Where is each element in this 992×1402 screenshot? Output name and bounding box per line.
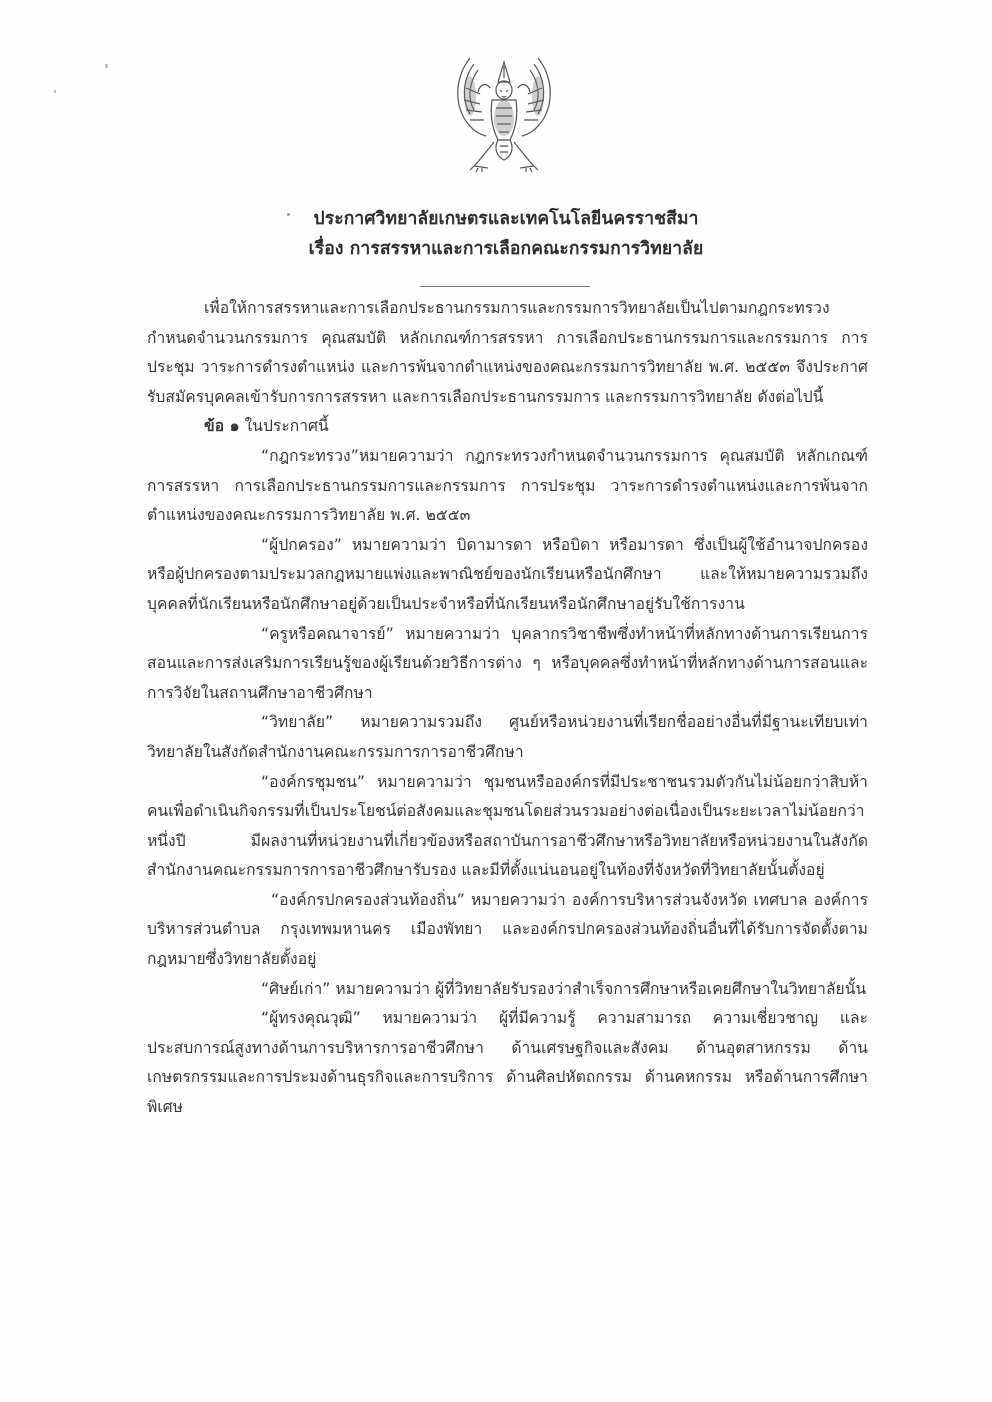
definition-alumni <box>147 975 868 1005</box>
clause-1-text: ในประกาศนี้ <box>239 417 329 436</box>
preamble-paragraph: เพื่อให้การสรรหาและการเลือกประธานกรรมการและกรรมการวิทยาลัยเป็นไปตามกฎกระทรวงกำหนดจำนวนกรรมการ คุณสมบัติ หลักเกณฑ์การสรรหา การเลือกประธานกรรมการและกรรมการ การประชุม วาระการดำรงตำแหน่ง และการพ้นจากตำแหน่งของคณะกรรมการวิทยาลัย พ.ศ. ๒๕๕๓ จึงประกาศรับสมัครบุคคลเข้ารับการการสรรหา และการเลือกประธานกรรมการ และกรรมการวิทยาลัย ดังต่อไปนี้ <box>147 299 868 406</box>
definition-term: “องค์กรปกครองส่วนท้องถิ่น” <box>271 890 465 909</box>
scan-speck <box>105 64 108 68</box>
document-body <box>147 294 868 1123</box>
definition-text: หมายความว่า ชุมชนหรือองค์กรที่มีประชาชนรวมตัวกันไม่น้อยกว่าสิบห้าคนเพื่อดำเนินกิจกรรมที่เป็นประโยชน์ต่อสังคมและชุมชนโดยส่วนรวมอย่างต่อเนื่องเป็นระยะเวลาไม่น้อยกว่าหนึ่งปี มีผลงานที่หน่วยงานที่เกี่ยวข้องหรือสถาบันการอาชีวศึกษาหรือวิทยาลัยหรือหน่วยงานในสังกัดสำนักงานคณะกรรมการการอาชีวศึกษารับรอง และมีที่ตั้งแน่นอนอยู่ในท้องที่จังหวัดที่วิทยาลัยนั้นตั้งอยู่ <box>147 772 868 880</box>
definition-local-government <box>147 886 868 975</box>
definition-term: “ศิษย์เก่า” <box>261 979 331 998</box>
definition-ministerial-regulation <box>147 442 868 531</box>
announcement-subject: เรื่อง การสรรหาและการเลือกคณะกรรมการวิทยาลัย <box>308 239 704 259</box>
scan-speck <box>54 90 56 93</box>
definition-text: หมายความว่า กฎกระทรวงกำหนดจำนวนกรรมการ คุณสมบัติ หลักเกณฑ์การสรรหา การเลือกประธานกรรมการและกรรมการ การประชุม วาระการดำรงตำแหน่งและการพ้นจากตำแหน่งของคณะกรรมการวิทยาลัย พ.ศ. ๒๕๕๓ <box>147 446 868 525</box>
definition-text: หมายความว่า ผู้ที่มีความรู้ ความสามารถ ความเชี่ยวชาญ และประสบการณ์สูงทางด้านการบริหารการอาชีวศึกษา ด้านเศรษฐกิจและสังคม ด้านอุตสาหกรรม ด้านเกษตรกรรมและการประมงด้านธุรกิจและการบริการ ด้านศิลปหัตถกรรม ด้านคหกรรม หรือด้านการศึกษาพิเศษ <box>147 1009 868 1117</box>
definition-qualified-person <box>147 1004 868 1122</box>
definition-text: หมายความว่า ผู้ที่วิทยาลัยรับรองว่าสำเร็จการศึกษาหรือเคยศึกษาในวิทยาลัยนั้น <box>330 979 867 998</box>
definition-term: “องค์กรชุมชน” <box>261 772 366 791</box>
clause-1-label: ข้อ ๑ <box>204 417 240 436</box>
definition-college <box>147 708 868 767</box>
definition-term: “ครูหรือคณาจารย์” <box>261 624 394 643</box>
definition-text: หมายความว่า บิดามารดา หรือบิดา หรือมารดา ซึ่งเป็นผู้ใช้อำนาจปกครองหรือผู้ปกครองตามประมวลกฎหมายแพ่งและพาณิชย์ของนักเรียนหรือนักศึกษา และให้หมายความรวมถึงบุคคลที่นักเรียนหรือนักศึกษาอยู่ด้วยเป็นประจำหรือที่นักเรียนหรือนักศึกษาอยู่รับใช้การงาน <box>147 535 868 613</box>
definition-term: “ผู้ปกครอง” <box>261 535 342 554</box>
definition-term: “กฎกระทรวง” <box>261 446 359 465</box>
garuda-emblem-icon <box>452 48 556 180</box>
definition-community-organization <box>147 768 868 886</box>
definition-term: “วิทยาลัย” <box>261 713 334 732</box>
clause-1 <box>147 412 868 442</box>
definition-text: หมายความว่า บุคลากรวิชาชีพซึ่งทำหน้าที่หลักทางด้านการเรียนการสอนและการส่งเสริมการเรียนรู้ของผู้เรียนด้วยวิธีการต่าง ๆ หรือบุคคลซึ่งทำหน้าที่หลักทางด้านการสอนและการวิจัยในสถานศึกษาอาชีวศึกษา <box>147 624 868 702</box>
definition-guardian <box>147 531 868 620</box>
definition-text: หมายความว่า องค์การบริหารส่วนจังหวัด เทศบาล องค์การบริหารส่วนตำบล กรุงเทพมหานคร เมืองพัทยา และองค์กรปกครองส่วนท้องถิ่นอื่นที่ได้รับการจัดตั้งตามกฎหมายซึ่งวิทยาลัยตั้งอยู่ <box>147 890 868 969</box>
title-separator <box>420 286 590 287</box>
definition-term: “ผู้ทรงคุณวุฒิ” <box>261 1009 361 1028</box>
definition-text: หมายความรวมถึง ศูนย์หรือหน่วยงานที่เรียกชื่ออย่างอื่นที่มีฐานะเทียบเท่าวิทยาลัยในสังกัดสำนักงานคณะกรรมการการอาชีวศึกษา <box>147 713 868 761</box>
definition-teacher <box>147 620 868 709</box>
announcement-title: ประกาศวิทยาลัยเกษตรและเทคโนโลยีนครราชสีมา <box>313 209 699 229</box>
